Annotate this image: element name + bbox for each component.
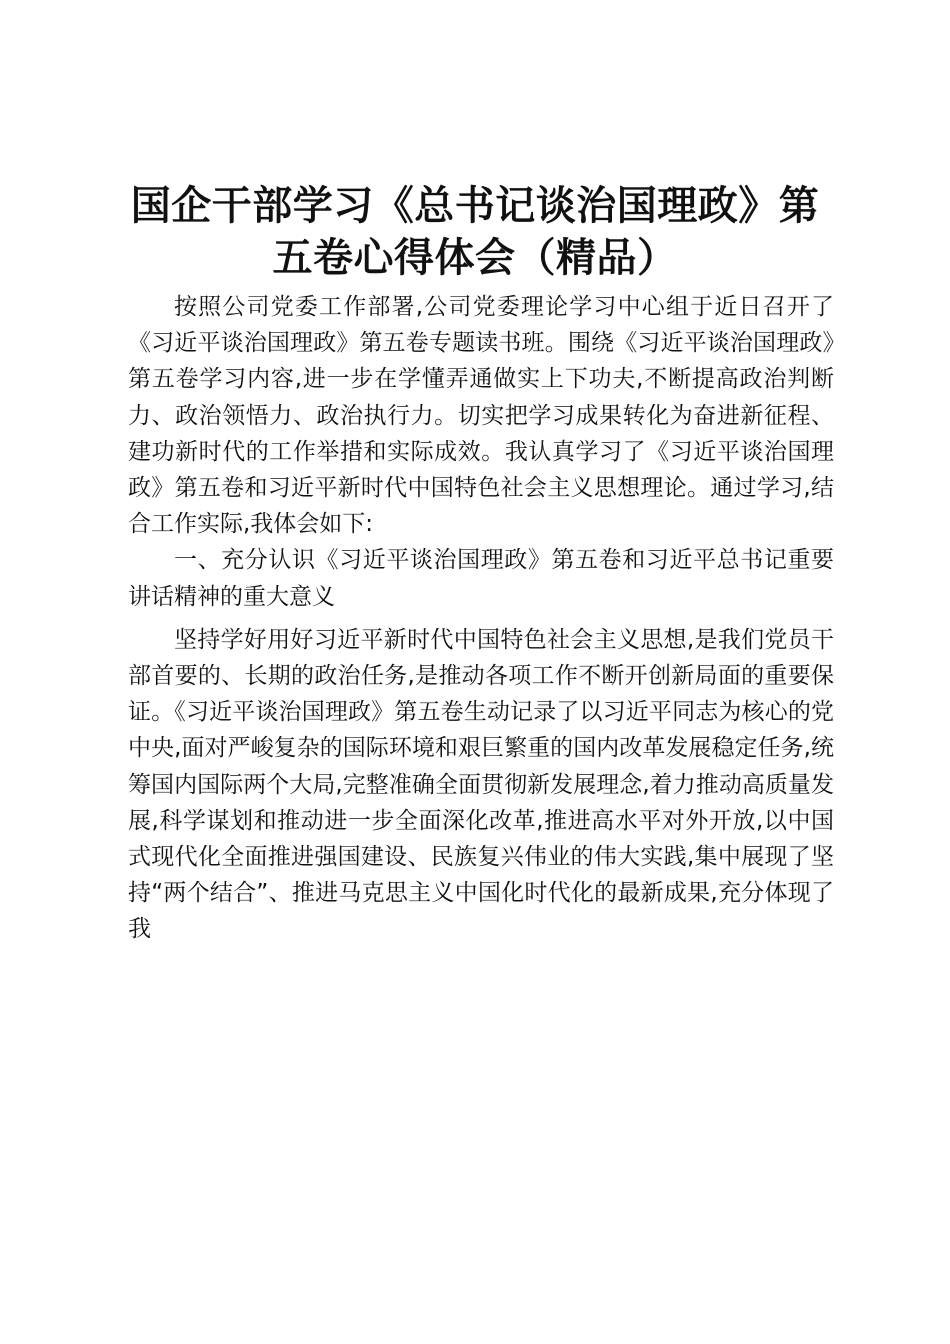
paragraph-section-1: 坚持学好用好习近平新时代中国特色社会主义思想,是我们党员干部首要的、长期的政治任务,是推动各项工作不断开创新局面的重要保证。《习近平谈治国理政》第五卷生动记录了以习近平同志为核心的党中央,面对严峻复杂的国际环境和艰巨繁重的国内改革发展稳定任务,统筹国内国际两个大局,完整准确全面贯彻新发展理念,着力推动高质量发展,科学谋划和推动进一步全面深化改革,推进高水平对外开放,以中国式现代化全面推进强国建设、民族复兴伟业的伟大实践,集中展现了坚持“两个结合”、推进马克思主义中国化时代化的最新成果,充分体现了我 bbox=[128, 626, 834, 943]
document-body bbox=[128, 289, 834, 948]
paragraph-intro: 按照公司党委工作部署,公司党委理论学习中心组于近日召开了《习近平谈治国理政》第五卷专题读书班。围绕《习近平谈治国理政》第五卷学习内容,进一步在学懂弄通做实上下功夫,不断提高政治判断力、政治领悟力、政治执行力。切实把学习成果转化为奋进新征程、建功新时代的工作举措和实际成效。我认真学习了《习近平谈治国理政》第五卷和习近平新时代中国特色社会主义思想理论。通过学习,结合工作实际,我体会如下: bbox=[128, 294, 834, 538]
section-heading-1: 一、充分认识《习近平谈治国理政》第五卷和习近平总书记重要讲话精神的重大意义 bbox=[128, 547, 834, 610]
title-line-1: 国企干部学习《总书记谈治国理政》第 bbox=[130, 182, 820, 229]
title-line-2: 五卷心得体会（精品） bbox=[272, 234, 678, 281]
page-title bbox=[110, 180, 840, 284]
